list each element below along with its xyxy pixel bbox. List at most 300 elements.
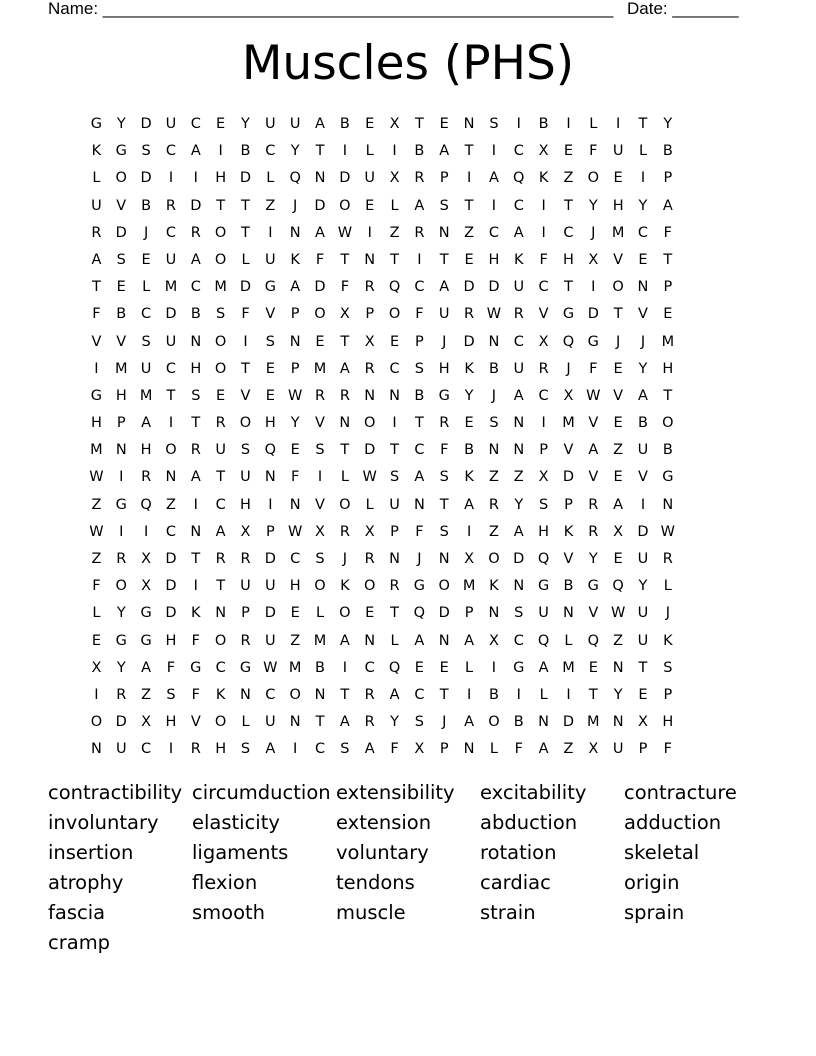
grid-letter[interactable]: Z xyxy=(389,224,400,241)
grid-letter[interactable]: L xyxy=(390,197,399,214)
grid-letter[interactable]: T xyxy=(390,251,399,268)
grid-letter[interactable]: E xyxy=(216,116,226,132)
grid-letter[interactable]: S xyxy=(514,605,524,622)
grid-letter[interactable]: M xyxy=(313,360,327,377)
grid-letter[interactable]: N xyxy=(637,279,649,296)
grid-letter[interactable]: C xyxy=(215,659,226,676)
grid-letter[interactable]: O xyxy=(214,714,227,731)
grid-letter[interactable]: N xyxy=(463,741,475,758)
grid-letter[interactable]: G xyxy=(115,496,127,513)
grid-letter[interactable]: I xyxy=(293,741,298,758)
grid-letter[interactable]: X xyxy=(563,387,574,404)
grid-letter[interactable]: A xyxy=(513,387,524,404)
grid-letter[interactable]: S xyxy=(141,333,151,350)
grid-letter[interactable]: I xyxy=(268,496,273,513)
grid-letter[interactable]: A xyxy=(339,632,350,649)
grid-letter[interactable]: G xyxy=(115,143,127,160)
grid-letter[interactable]: N xyxy=(364,632,376,649)
grid-letter[interactable]: X xyxy=(240,523,251,540)
grid-letter[interactable]: N xyxy=(563,605,574,622)
grid-letter[interactable]: O xyxy=(214,632,227,649)
grid-letter[interactable]: H xyxy=(165,632,177,649)
grid-letter[interactable]: O xyxy=(115,170,127,187)
grid-letter[interactable]: B xyxy=(638,415,648,432)
grid-letter[interactable]: C xyxy=(637,224,649,241)
grid-letter[interactable]: T xyxy=(216,469,226,486)
grid-letter[interactable]: Q xyxy=(289,170,301,187)
grid-letter[interactable]: E xyxy=(141,251,151,268)
grid-letter[interactable]: N xyxy=(513,578,525,595)
grid-letter[interactable]: G xyxy=(587,578,599,595)
grid-letter[interactable]: S xyxy=(116,251,126,268)
grid-letter[interactable]: V xyxy=(538,306,549,323)
grid-letter[interactable]: V xyxy=(265,306,276,323)
grid-letter[interactable]: Y xyxy=(514,496,524,513)
grid-letter[interactable]: W xyxy=(486,306,502,323)
grid-letter[interactable]: O xyxy=(115,578,127,595)
grid-letter[interactable]: H xyxy=(215,741,227,758)
grid-letter[interactable]: O xyxy=(314,578,326,595)
grid-letter[interactable]: W xyxy=(337,224,353,241)
grid-letter[interactable]: S xyxy=(240,442,251,459)
grid-letter[interactable]: L xyxy=(315,605,325,622)
grid-letter[interactable]: V xyxy=(638,469,648,486)
grid-letter[interactable]: Y xyxy=(390,714,399,731)
grid-letter[interactable]: P xyxy=(564,496,573,513)
grid-letter[interactable]: E xyxy=(663,306,673,323)
grid-letter[interactable]: N xyxy=(662,496,674,513)
grid-letter[interactable]: D xyxy=(513,551,525,567)
grid-letter[interactable]: R xyxy=(339,387,350,404)
grid-letter[interactable]: T xyxy=(439,251,449,268)
grid-letter[interactable]: D xyxy=(314,279,326,296)
grid-letter[interactable]: I xyxy=(119,469,124,486)
grid-letter[interactable]: H xyxy=(115,387,127,404)
grid-letter[interactable]: M xyxy=(214,279,227,296)
grid-letter[interactable]: J xyxy=(640,333,646,350)
grid-letter[interactable]: I xyxy=(516,116,521,132)
grid-letter[interactable]: G xyxy=(90,387,103,404)
grid-letter[interactable]: Z xyxy=(563,170,574,187)
grid-letter[interactable]: N xyxy=(115,442,127,459)
grid-letter[interactable]: H xyxy=(488,251,500,268)
grid-letter[interactable]: N xyxy=(289,333,301,350)
grid-letter[interactable]: T xyxy=(564,279,573,296)
grid-letter[interactable]: U xyxy=(165,116,177,132)
grid-letter[interactable]: M xyxy=(661,333,675,350)
grid-letter[interactable]: F xyxy=(663,224,672,241)
grid-letter[interactable]: Z xyxy=(563,741,574,758)
grid-letter[interactable]: H xyxy=(90,415,102,432)
grid-letter[interactable]: R xyxy=(488,496,499,513)
grid-letter[interactable]: Y xyxy=(663,116,673,132)
grid-letter[interactable]: N xyxy=(289,496,301,513)
grid-letter[interactable]: F xyxy=(241,306,250,323)
grid-letter[interactable]: N xyxy=(488,605,500,622)
grid-letter[interactable]: M xyxy=(587,714,600,731)
grid-letter[interactable]: I xyxy=(417,251,422,268)
grid-letter[interactable]: C xyxy=(314,741,326,758)
grid-letter[interactable]: C xyxy=(215,496,226,513)
grid-letter[interactable]: V xyxy=(563,551,574,567)
grid-letter[interactable]: V xyxy=(116,197,127,214)
grid-letter[interactable]: E xyxy=(613,360,623,377)
grid-letter[interactable]: Y xyxy=(116,605,126,622)
grid-letter[interactable]: D xyxy=(488,279,500,296)
grid-letter[interactable]: I xyxy=(566,116,571,132)
grid-letter[interactable]: R xyxy=(190,224,201,241)
grid-letter[interactable]: P xyxy=(241,605,250,622)
grid-letter[interactable]: R xyxy=(464,306,475,323)
grid-letter[interactable]: I xyxy=(168,415,174,432)
grid-letter[interactable]: E xyxy=(588,659,598,676)
grid-letter[interactable]: H xyxy=(190,360,202,377)
grid-letter[interactable]: A xyxy=(414,469,425,486)
grid-letter[interactable]: G xyxy=(513,659,525,676)
name-field-label[interactable]: Name: ______________________________________________________ xyxy=(48,0,614,18)
grid-letter[interactable]: L xyxy=(539,686,548,703)
grid-letter[interactable]: A xyxy=(141,659,152,676)
grid-letter[interactable]: I xyxy=(466,170,472,187)
grid-letter[interactable]: D xyxy=(463,279,475,296)
grid-letter[interactable]: Z xyxy=(91,551,102,567)
grid-letter[interactable]: C xyxy=(165,360,177,377)
grid-letter[interactable]: G xyxy=(587,333,599,350)
grid-letter[interactable]: P xyxy=(290,360,300,377)
grid-letter[interactable]: H xyxy=(240,496,251,513)
grid-letter[interactable]: Q xyxy=(140,496,152,513)
grid-letter[interactable]: D xyxy=(140,170,152,187)
grid-letter[interactable]: A xyxy=(215,523,226,540)
grid-letter[interactable]: N xyxy=(612,714,624,731)
grid-letter[interactable]: O xyxy=(363,578,376,595)
grid-letter[interactable]: R xyxy=(513,306,524,323)
grid-letter[interactable]: M xyxy=(90,442,103,459)
grid-letter[interactable]: R xyxy=(364,714,375,731)
grid-letter[interactable]: P xyxy=(116,415,126,432)
grid-letter[interactable]: R xyxy=(364,686,375,703)
grid-letter[interactable]: D xyxy=(637,523,649,540)
grid-letter[interactable]: C xyxy=(364,659,375,676)
grid-letter[interactable]: F xyxy=(514,741,523,758)
grid-letter[interactable]: T xyxy=(340,442,350,459)
grid-letter[interactable]: L xyxy=(638,143,648,160)
grid-letter[interactable]: D xyxy=(239,170,252,187)
grid-letter[interactable]: I xyxy=(317,469,323,486)
grid-letter[interactable]: A xyxy=(464,632,475,649)
grid-letter[interactable]: S xyxy=(265,333,275,350)
grid-letter[interactable]: U xyxy=(637,605,649,622)
grid-letter[interactable]: E xyxy=(613,469,623,486)
grid-letter[interactable]: L xyxy=(390,632,399,649)
grid-letter[interactable]: R xyxy=(339,523,350,540)
grid-letter[interactable]: U xyxy=(265,714,276,731)
grid-letter[interactable]: C xyxy=(414,279,425,296)
grid-letter[interactable]: A xyxy=(339,714,350,731)
grid-letter[interactable]: K xyxy=(91,143,102,160)
grid-letter[interactable]: T xyxy=(340,686,350,703)
grid-letter[interactable]: D xyxy=(165,578,177,595)
grid-letter[interactable]: D xyxy=(339,170,351,187)
grid-letter[interactable]: J xyxy=(491,387,497,404)
grid-letter[interactable]: C xyxy=(141,306,152,323)
grid-letter[interactable]: N xyxy=(364,387,376,404)
grid-letter[interactable]: C xyxy=(389,360,400,377)
grid-letter[interactable]: X xyxy=(488,632,499,649)
grid-letter[interactable]: U xyxy=(389,496,400,513)
grid-letter[interactable]: N xyxy=(215,605,227,622)
grid-letter[interactable]: Y xyxy=(241,116,250,132)
grid-letter[interactable]: S xyxy=(663,659,673,676)
grid-letter[interactable]: N xyxy=(90,741,102,758)
grid-letter[interactable]: R xyxy=(314,387,326,404)
grid-letter[interactable]: A xyxy=(414,632,425,649)
grid-letter[interactable]: E xyxy=(464,415,474,432)
grid-letter[interactable]: H xyxy=(264,415,276,432)
grid-letter[interactable]: R xyxy=(364,551,375,567)
grid-letter[interactable]: B xyxy=(190,306,201,323)
grid-letter[interactable]: V xyxy=(588,469,599,486)
grid-letter[interactable]: F xyxy=(92,578,101,595)
grid-letter[interactable]: K xyxy=(538,170,549,187)
grid-letter[interactable]: U xyxy=(637,551,649,567)
grid-letter[interactable]: E xyxy=(563,143,574,160)
grid-letter[interactable]: S xyxy=(191,387,201,404)
grid-letter[interactable]: K xyxy=(464,360,474,377)
grid-letter[interactable]: T xyxy=(663,251,673,268)
grid-letter[interactable]: L xyxy=(589,116,598,132)
grid-letter[interactable]: Q xyxy=(388,659,401,676)
grid-letter[interactable]: G xyxy=(537,578,550,595)
grid-letter[interactable]: W xyxy=(288,387,303,404)
grid-letter[interactable]: V xyxy=(588,605,599,622)
grid-letter[interactable]: M xyxy=(115,360,128,377)
grid-letter[interactable]: P xyxy=(663,686,673,703)
grid-letter[interactable]: E xyxy=(613,551,623,567)
grid-letter[interactable]: T xyxy=(613,306,623,323)
grid-letter[interactable]: U xyxy=(364,170,376,187)
grid-letter[interactable]: V xyxy=(563,442,574,459)
grid-letter[interactable]: T xyxy=(414,116,424,132)
grid-letter[interactable]: W xyxy=(586,387,601,404)
grid-letter[interactable]: T xyxy=(241,360,250,377)
grid-letter[interactable]: A xyxy=(513,224,524,241)
grid-letter[interactable]: I xyxy=(541,197,546,214)
grid-letter[interactable]: E xyxy=(389,333,400,350)
grid-letter[interactable]: D xyxy=(463,333,475,350)
grid-letter[interactable]: Q xyxy=(562,333,575,350)
grid-letter[interactable]: O xyxy=(488,714,500,731)
grid-letter[interactable]: Z xyxy=(613,442,624,459)
grid-letter[interactable]: C xyxy=(563,224,574,241)
grid-letter[interactable]: Z xyxy=(265,197,276,214)
grid-letter[interactable]: E xyxy=(613,415,623,432)
grid-letter[interactable]: V xyxy=(315,496,325,513)
grid-letter[interactable]: T xyxy=(315,714,325,731)
grid-letter[interactable]: J xyxy=(143,224,149,241)
grid-letter[interactable]: D xyxy=(314,197,326,214)
grid-letter[interactable]: D xyxy=(115,714,127,731)
grid-letter[interactable]: G xyxy=(239,659,252,676)
grid-letter[interactable]: C xyxy=(488,224,499,241)
grid-letter[interactable]: E xyxy=(365,605,375,622)
grid-letter[interactable]: T xyxy=(663,387,673,404)
grid-letter[interactable]: O xyxy=(239,415,252,432)
grid-letter[interactable]: Z xyxy=(165,496,176,513)
grid-letter[interactable]: H xyxy=(538,523,550,540)
grid-letter[interactable]: X xyxy=(364,523,375,540)
grid-letter[interactable]: G xyxy=(140,605,152,622)
grid-letter[interactable]: U xyxy=(538,605,549,622)
grid-letter[interactable]: A xyxy=(613,496,624,513)
grid-letter[interactable]: P xyxy=(365,306,375,323)
grid-letter[interactable]: S xyxy=(489,415,499,432)
grid-letter[interactable]: I xyxy=(243,333,248,350)
grid-letter[interactable]: U xyxy=(265,251,276,268)
grid-letter[interactable]: F xyxy=(166,659,176,676)
grid-letter[interactable]: X xyxy=(613,523,624,540)
grid-letter[interactable]: F xyxy=(415,306,424,323)
grid-letter[interactable]: U xyxy=(289,116,301,132)
grid-letter[interactable]: Y xyxy=(290,415,300,432)
grid-letter[interactable]: Y xyxy=(638,360,648,377)
grid-letter[interactable]: B xyxy=(563,578,574,595)
grid-letter[interactable]: Z xyxy=(91,496,102,513)
grid-letter[interactable]: N xyxy=(513,415,525,432)
grid-letter[interactable]: Y xyxy=(116,659,126,676)
grid-letter[interactable]: B xyxy=(513,714,524,731)
grid-letter[interactable]: G xyxy=(90,116,103,132)
grid-letter[interactable]: O xyxy=(339,605,351,622)
grid-letter[interactable]: K xyxy=(663,632,673,649)
grid-letter[interactable]: T xyxy=(439,496,449,513)
grid-letter[interactable]: U xyxy=(637,442,649,459)
grid-letter[interactable]: D xyxy=(587,306,599,323)
grid-letter[interactable]: E xyxy=(216,387,226,404)
grid-letter[interactable]: A xyxy=(190,469,201,486)
grid-letter[interactable]: I xyxy=(541,415,546,432)
grid-letter[interactable]: F xyxy=(390,741,399,758)
grid-letter[interactable]: I xyxy=(616,116,621,132)
grid-letter[interactable]: F xyxy=(415,523,424,540)
grid-letter[interactable]: R xyxy=(215,551,226,567)
grid-letter[interactable]: T xyxy=(390,605,399,622)
grid-letter[interactable]: J xyxy=(293,197,298,214)
grid-letter[interactable]: V xyxy=(91,333,102,350)
grid-letter[interactable]: P xyxy=(415,333,424,350)
grid-letter[interactable]: N xyxy=(488,442,500,459)
grid-letter[interactable]: I xyxy=(94,686,99,703)
grid-letter[interactable]: E xyxy=(265,387,275,404)
grid-letter[interactable]: A xyxy=(91,251,102,268)
grid-letter[interactable]: W xyxy=(263,659,278,676)
grid-letter[interactable]: L xyxy=(266,170,275,187)
grid-letter[interactable]: E xyxy=(265,360,275,377)
grid-letter[interactable]: H xyxy=(662,714,674,731)
grid-letter[interactable]: P xyxy=(464,605,474,622)
grid-letter[interactable]: N xyxy=(289,714,301,731)
grid-letter[interactable]: O xyxy=(339,197,351,214)
grid-letter[interactable]: G xyxy=(662,469,674,486)
grid-letter[interactable]: Q xyxy=(264,442,277,459)
grid-letter[interactable]: H xyxy=(165,714,177,731)
grid-letter[interactable]: U xyxy=(165,333,177,350)
grid-letter[interactable]: U xyxy=(513,279,525,296)
grid-letter[interactable]: N xyxy=(513,442,525,459)
grid-letter[interactable]: S xyxy=(389,469,400,486)
grid-letter[interactable]: T xyxy=(241,224,250,241)
grid-letter[interactable]: R xyxy=(116,686,127,703)
grid-letter[interactable]: W xyxy=(288,523,303,540)
grid-letter[interactable]: I xyxy=(392,143,397,160)
grid-letter[interactable]: J xyxy=(591,224,596,241)
grid-letter[interactable]: N xyxy=(389,551,400,567)
grid-letter[interactable]: W xyxy=(89,523,104,540)
grid-letter[interactable]: T xyxy=(315,143,325,160)
grid-letter[interactable]: R xyxy=(439,415,450,432)
grid-letter[interactable]: A xyxy=(389,686,400,703)
grid-letter[interactable]: R xyxy=(662,551,673,567)
grid-letter[interactable]: C xyxy=(165,143,177,160)
grid-letter[interactable]: F xyxy=(589,143,598,160)
grid-letter[interactable]: S xyxy=(439,197,449,214)
grid-letter[interactable]: U xyxy=(91,197,102,214)
grid-letter[interactable]: H xyxy=(563,251,574,268)
grid-letter[interactable]: D xyxy=(140,116,152,132)
grid-letter[interactable]: X xyxy=(91,659,102,676)
grid-letter[interactable]: X xyxy=(389,170,400,187)
grid-letter[interactable]: N xyxy=(314,686,326,703)
grid-letter[interactable]: I xyxy=(193,496,198,513)
grid-letter[interactable]: B xyxy=(414,387,425,404)
grid-letter[interactable]: C xyxy=(265,686,276,703)
grid-letter[interactable]: R xyxy=(364,360,375,377)
grid-letter[interactable]: X xyxy=(538,469,549,486)
grid-letter[interactable]: S xyxy=(216,306,226,323)
grid-letter[interactable]: L xyxy=(564,632,573,649)
grid-letter[interactable]: G xyxy=(115,632,127,649)
grid-letter[interactable]: I xyxy=(466,523,472,540)
grid-letter[interactable]: X xyxy=(364,333,375,350)
grid-letter[interactable]: D xyxy=(165,551,177,567)
grid-letter[interactable]: A xyxy=(638,387,648,404)
grid-letter[interactable]: B xyxy=(315,659,325,676)
grid-letter[interactable]: E xyxy=(365,197,375,214)
grid-letter[interactable]: I xyxy=(566,686,571,703)
grid-letter[interactable]: X xyxy=(638,714,648,731)
grid-letter[interactable]: T xyxy=(340,333,350,350)
grid-letter[interactable]: X xyxy=(538,333,549,350)
grid-letter[interactable]: J xyxy=(616,333,621,350)
grid-letter[interactable]: P xyxy=(439,170,449,187)
grid-letter[interactable]: D xyxy=(264,605,276,622)
grid-letter[interactable]: F xyxy=(291,469,300,486)
grid-letter[interactable]: S xyxy=(240,741,251,758)
grid-letter[interactable]: L xyxy=(663,578,672,595)
grid-letter[interactable]: A xyxy=(538,741,549,758)
grid-letter[interactable]: T xyxy=(340,251,350,268)
grid-letter[interactable]: C xyxy=(165,224,177,241)
grid-letter[interactable]: A xyxy=(439,279,450,296)
grid-letter[interactable]: I xyxy=(94,360,99,377)
grid-letter[interactable]: H xyxy=(140,442,152,459)
grid-letter[interactable]: S xyxy=(439,523,449,540)
grid-letter[interactable]: R xyxy=(364,279,375,296)
grid-letter[interactable]: V xyxy=(116,333,127,350)
grid-letter[interactable]: K xyxy=(514,251,524,268)
grid-letter[interactable]: T xyxy=(390,442,399,459)
grid-letter[interactable]: I xyxy=(491,143,497,160)
